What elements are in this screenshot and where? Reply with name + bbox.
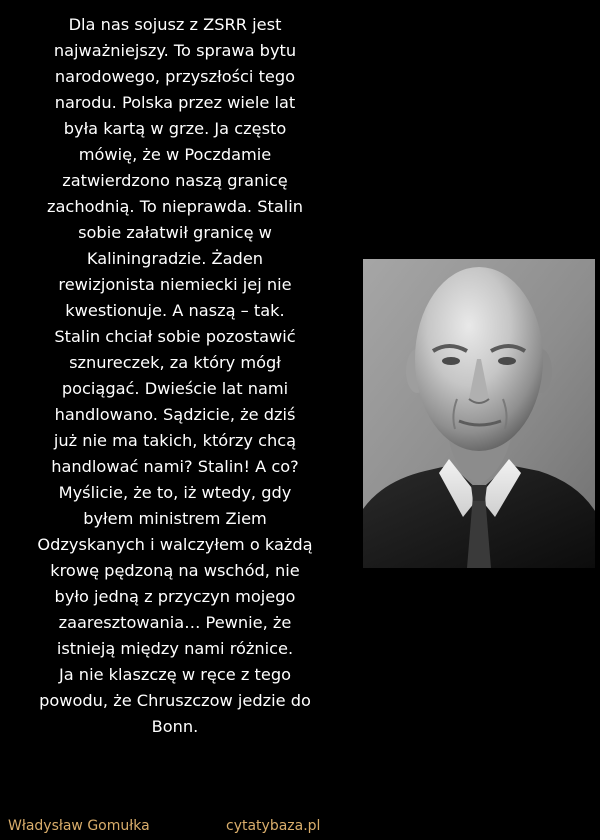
site-link[interactable]: cytatybaza.pl bbox=[226, 818, 321, 834]
quote-line: byłem ministrem Ziem bbox=[83, 509, 267, 528]
quote-line: zaaresztowania… Pewnie, że bbox=[58, 613, 292, 632]
footer bbox=[8, 818, 592, 838]
quote-line: sobie załatwił granicę w bbox=[78, 223, 272, 242]
quote-line: Myślicie, że to, iż wtedy, gdy bbox=[58, 483, 292, 502]
quote-line: była kartą w grze. Ja często bbox=[63, 119, 287, 138]
quote-line: handlować nami? Stalin! A co? bbox=[51, 457, 299, 476]
quote-line: Bonn. bbox=[151, 717, 199, 736]
quote-line: było jedną z przyczyn mojego bbox=[54, 587, 296, 606]
quote-text bbox=[14, 12, 336, 740]
quote-line: kwestionuje. A naszą – tak. bbox=[65, 301, 285, 320]
quote-line: najważniejszy. To sprawa bytu bbox=[53, 41, 297, 60]
quote-line: istnieją między nami różnice. bbox=[56, 639, 294, 658]
quote-line: mówię, że w Poczdamie bbox=[78, 145, 272, 164]
author-portrait bbox=[363, 259, 595, 568]
quote-line: Kaliningradzie. Żaden bbox=[86, 249, 264, 268]
quote-line: powodu, że Chruszczow jedzie do bbox=[39, 691, 311, 710]
quote-line: rewizjonista niemiecki jej nie bbox=[58, 275, 292, 294]
quote-line: już nie ma takich, którzy chcą bbox=[53, 431, 297, 450]
quote-line: zachodnią. To nieprawda. Stalin bbox=[47, 197, 303, 216]
quote-line: Stalin chciał sobie pozostawić bbox=[54, 327, 296, 346]
quote-line: narodu. Polska przez wiele lat bbox=[54, 93, 296, 112]
author-link[interactable]: Władysław Gomułka bbox=[8, 818, 150, 834]
quote-line: krowę pędzoną na wschód, nie bbox=[50, 561, 300, 580]
quote-line: pociągać. Dwieście lat nami bbox=[61, 379, 289, 398]
quote-line: zatwierdzono naszą granicę bbox=[62, 171, 288, 190]
quote-line: Dla nas sojusz z ZSRR jest bbox=[68, 15, 282, 34]
quote-line: narodowego, przyszłości tego bbox=[54, 67, 296, 86]
quote-line: Odzyskanych i walczyłem o każdą bbox=[37, 535, 313, 554]
quote-line: sznureczek, za który mógł bbox=[69, 353, 281, 372]
quote-line: Ja nie klaszczę w ręce z tego bbox=[58, 665, 292, 684]
quote-line: handlowano. Sądzicie, że dziś bbox=[54, 405, 296, 424]
